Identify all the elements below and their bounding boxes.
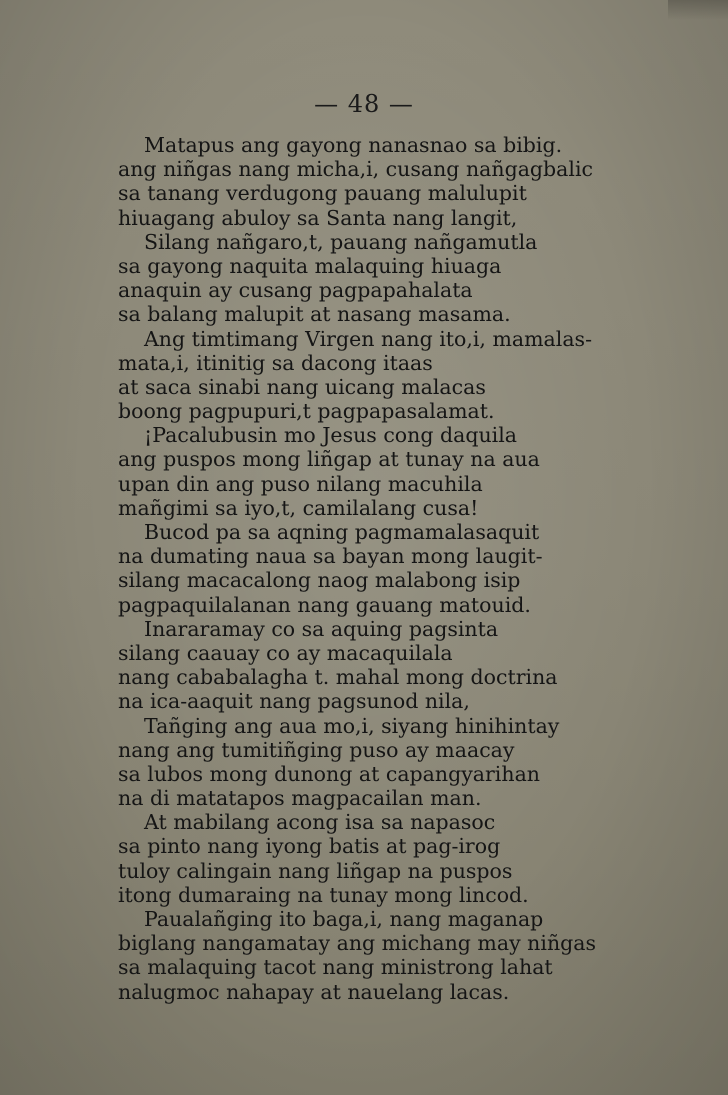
text-line: pagpaquilalanan nang gauang matouid. [118,592,531,617]
text-line: at saca sinabi nang uicang malacas [118,374,486,399]
text-line: Matapus ang gayong nanasnao sa bibig. [144,133,563,157]
text-line: Ang timtimang Virgen nang ito,i, mamalas- [144,326,593,351]
text-line: anaquin ay cusang pagpapahalata [118,278,473,303]
text-line: ¡Pacalubusin mo Jesus cong daquila [144,423,517,448]
text-line: Tañging ang aua mo,i, siyang hinihintay [144,713,560,738]
text-line: silang caauay co ay macaquilala [118,640,453,665]
page-number: — 48 — [314,90,414,118]
page-corner-shadow [668,0,728,20]
text-line: sa lubos mong dunong at capangyarihan [118,761,540,786]
text-line: na dumating naua sa bayan mong laugit- [118,544,543,569]
text-line: na ica-aaquit nang pagsunod nila, [118,689,470,714]
text-line: upan din ang puso nilang macuhila [118,471,483,496]
text-line: ang puspos mong liñgap at tunay na aua [118,447,540,472]
text-line: boong pagpupuri,t pagpapasalamat. [118,399,495,424]
text-line: sa pinto nang iyong batis at pag-irog [118,834,501,859]
text-line: itong dumaraing na tunay mong lincod. [118,882,529,907]
text-line: nalugmoc nahapay at nauelang lacas. [118,979,510,1004]
text-line: ang niñgas nang micha,i, cusang nañgagbalic [118,157,593,182]
text-line: Paualañging ito baga,i, nang maganap [144,907,544,931]
text-line: sa tanang verdugong pauang malulupit [118,181,527,206]
text-line: hiuagang abuloy sa Santa nang langit, [118,205,518,230]
text-line: sa malaquing tacot nang ministrong lahat [118,955,553,980]
text-line: Inararamay co sa aquing pagsinta [144,616,499,641]
text-line: tuloy calingain nang liñgap na puspos [118,858,513,883]
poem-text-block [118,133,648,1004]
text-line: nang cababalagha t. mahal mong doctrina [118,665,558,690]
text-line: sa gayong naquita malaquing hiuaga [118,253,502,278]
text-line: mata,i, itinitig sa dacong itaas [118,350,433,375]
text-line: sa balang malupit at nasang masama. [118,302,511,327]
text-line: At mabilang acong isa sa napasoc [144,810,496,835]
text-line: Bucod pa sa aqning pagmamalasaquit [144,520,540,544]
text-line: mañgimi sa iyo,t, camilalang cusa! [118,495,479,520]
text-line: Silang nañgaro,t, pauang nañgamutla [144,229,538,254]
text-line: nang ang tumitiñging puso ay maacay [118,737,515,762]
text-line: silang macacalong naog malabong isip [118,568,521,593]
text-line: biglang nangamatay ang michang may niñgas [118,931,597,956]
text-line: na di matatapos magpacailan man. [118,786,482,811]
